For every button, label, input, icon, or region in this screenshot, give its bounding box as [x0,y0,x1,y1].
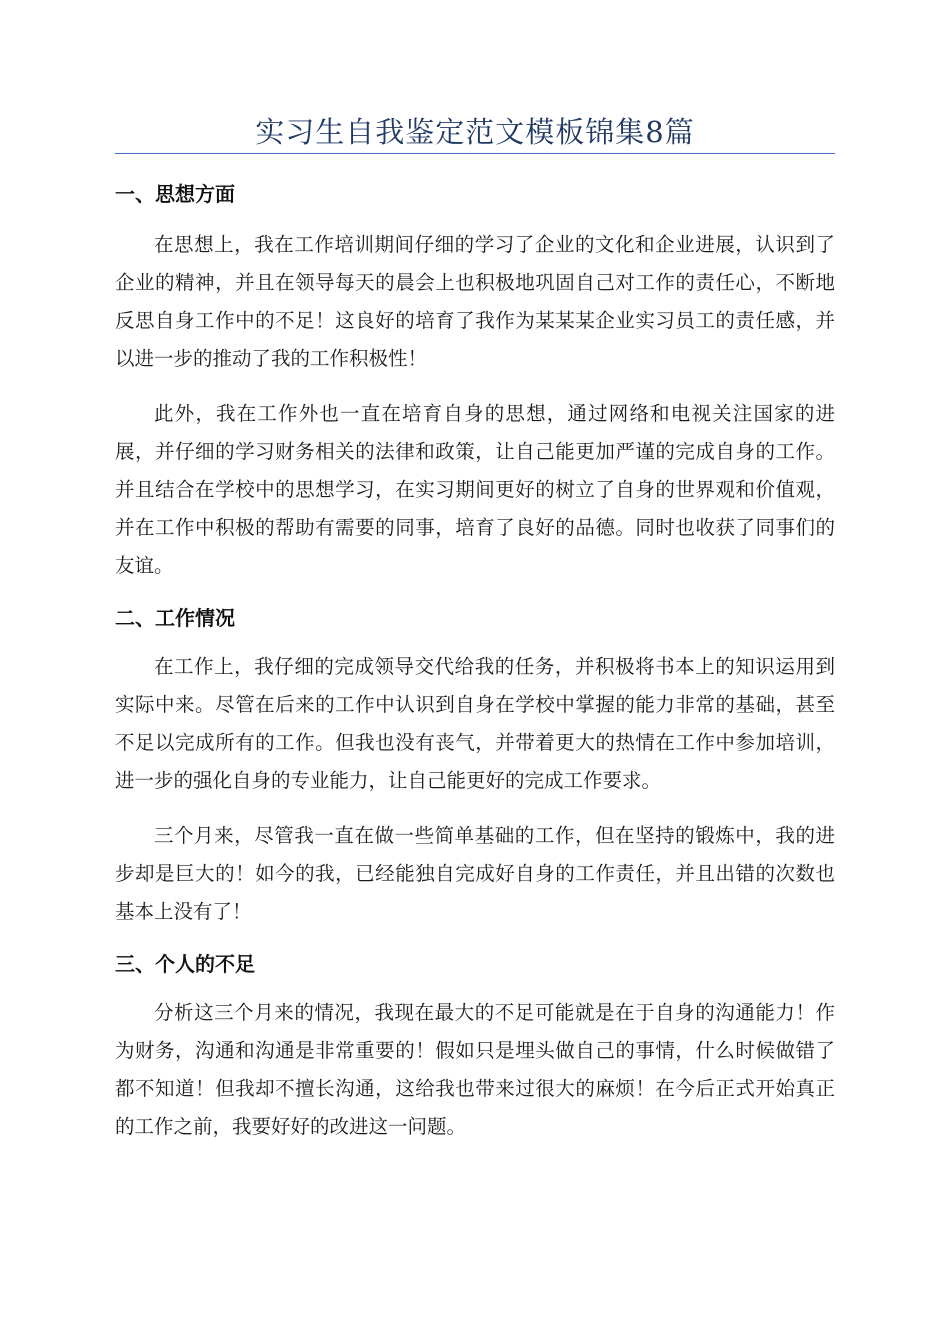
title-underline [115,153,835,154]
paragraph: 此外，我在工作外也一直在培育自身的思想，通过网络和电视关注国家的进展，并仔细的学习财务相关的法律和政策，让自己能更加严谨的完成自身的工作。并且结合在学校中的思想学习，在实习期间更好的树立了自身的世界观和价值观，并在工作中积极的帮助有需要的同事，培育了良好的品德。同时也收获了同事们的友谊。 [115,402,835,577]
document-body [115,178,835,1146]
paragraph: 在思想上，我在工作培训期间仔细的学习了企业的文化和企业进展，认识到了企业的精神，并且在领导每天的晨会上也积极地巩固自己对工作的责任心，不断地反思自身工作中的不足！这良好的培育了我作为某某某企业实习员工的责任感，并以进一步的推动了我的工作积极性！ [115,233,835,370]
paragraph: 三个月来，尽管我一直在做一些简单基础的工作，但在坚持的锻炼中，我的进步却是巨大的！如今的我，已经能独自完成好自身的工作责任，并且出错的次数也基本上没有了！ [115,824,835,923]
section-heading-thought: 一、思想方面 [115,182,235,206]
page-title: 实习生自我鉴定范文模板锦集8篇 [255,115,695,149]
paragraph: 分析这三个月来的情况，我现在最大的不足可能就是在于自身的沟通能力！作为财务，沟通和沟通是非常重要的！假如只是埋头做自己的事情，什么时候做错了都不知道！但我却不擅长沟通，这给我也带来过很大的麻烦！在今后正式开始真正的工作之前，我要好好的改进这一问题。 [115,1001,835,1138]
section-heading-shortcomings: 三、个人的不足 [115,952,255,976]
paragraph: 在工作上，我仔细的完成领导交代给我的任务，并积极将书本上的知识运用到实际中来。尽管在后来的工作中认识到自身在学校中掌握的能力非常的基础，甚至不足以完成所有的工作。但我也没有丧气，并带着更大的热情在工作中参加培训，进一步的强化自身的专业能力，让自己能更好的完成工作要求。 [115,655,835,792]
section-heading-work: 二、工作情况 [115,606,235,630]
